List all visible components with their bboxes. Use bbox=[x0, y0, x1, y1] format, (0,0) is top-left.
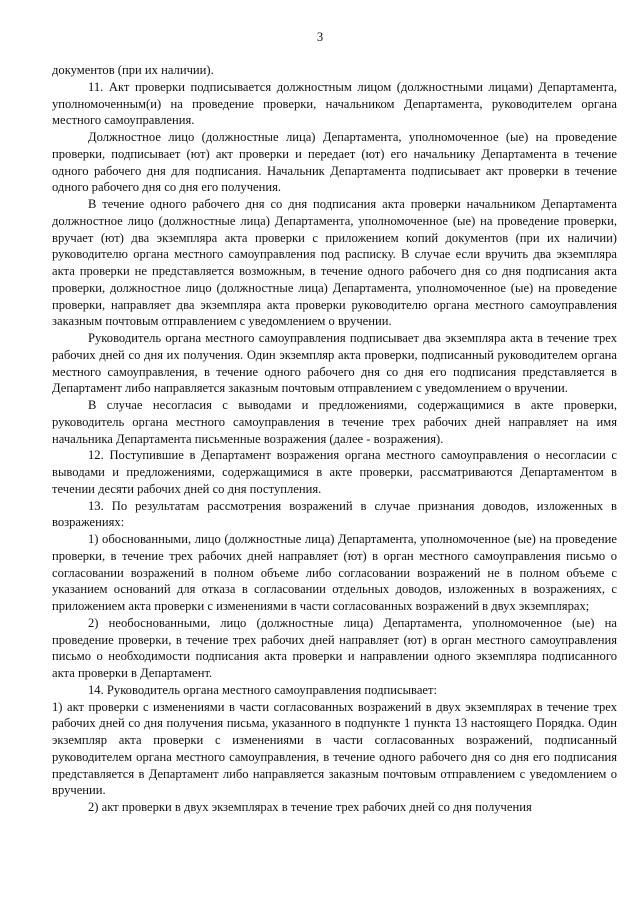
page-number: 3 bbox=[316, 30, 324, 44]
document-body bbox=[52, 62, 617, 816]
paragraph-item-13: 13. По результатам рассмотрения возражений в случае признания доводов, изложенных в возражениях: bbox=[52, 498, 617, 530]
paragraph-item-13-2: 2) необоснованными, лицо (должностные лица) Департамента, уполномоченное (ые) на проведение проверки, в течение трех рабочих дней направляет (ют) в орган местного самоуправления письмо о необходимости подписания акта проверки и направлении одного экземпляра подписанного акта проверки в Департамент. bbox=[52, 615, 617, 680]
paragraph-item-14-1: 1) акт проверки с изменениями в части согласованных возражений в двух экземплярах в течение трех рабочих дней со дня получения письма, указанного в подпункте 1 пункта 13 настоящего Порядка. Один экземпляр акта проверки с изменениями в части согласованных возражений, подписанный руководителем органа местного самоуправления, в течение одного рабочего дня со дня его подписания представляется в Департамент либо направляется заказным почтовым отправлением с уведомлением о вручении. bbox=[52, 699, 617, 798]
paragraph-item-12: 12. Поступившие в Департамент возражения органа местного самоуправления о несогласии с выводами и предложениями, содержащимися в акте проверки, рассматриваются Департаментом в течении десяти рабочих дней со дня поступления. bbox=[52, 448, 617, 496]
paragraph-continuation: документов (при их наличии). bbox=[52, 63, 214, 77]
paragraph-item-14-2: 2) акт проверки в двух экземплярах в течение трех рабочих дней со дня получения bbox=[88, 800, 532, 814]
paragraph-head-signs: Руководитель органа местного самоуправления подписывает два экземпляра акта в течение трех рабочих дней со дня их получения. Один экземпляр акта проверки, подписанный руководителем органа местного самоуправления, в течение одного рабочего дня со дня его подписания представляется в Департамент либо направляется заказным почтовым отправлением с уведомлением о вручении. bbox=[52, 331, 617, 396]
paragraph-item-11: 11. Акт проверки подписывается должностным лицом (должностными лицами) Департамента, уполномоченным(и) на проведение проверки, начальником Департамента, руководителем органа местного самоуправления. bbox=[52, 79, 617, 128]
paragraph-item-14: 14. Руководитель органа местного самоуправления подписывает: bbox=[88, 682, 437, 697]
paragraph-item-13-1: 1) обоснованными, лицо (должностные лица) Департамента, уполномоченное (ые) на проведение проверки, в течение трех рабочих дней направляет (ют) в орган местного самоуправления письмо о согласовании возражений в полном объеме либо согласовании возражений не в полном объеме с указанием оснований для отказа в согласовании отдельных доводов, изложенных в возражениях, с приложением акта проверки с изменениями в части согласованных возражений в двух экземплярах; bbox=[52, 532, 617, 613]
paragraph-signing-order: Должностное лицо (должностные лица) Департамента, уполномоченное (ые) на проведение проверки, подписывает (ют) акт проверки и передает (ют) его начальнику Департамента в течение одного рабочего дня для подписания. Начальник Департамента подписывает акт проверки в течение одного рабочего дня со дня его получения. bbox=[52, 130, 617, 195]
paragraph-delivery: В течение одного рабочего дня со дня подписания акта проверки начальником Департамента должностное лицо (должностные лица) Департамента, уполномоченное (ые) на проведение проверки, вручает (ют) два экземпляра акта проверки с приложением копий документов (при их наличии) руководителю органа местного самоуправления под расписку. В случае если вручить два экземпляра акта проверки не представляется возможным, в течение одного рабочего дня со дня подписания акта проверки, должностное лицо (должностные лица) Департамента, уполномоченное (ые) на проведение проверки, направляет два экземпляра акта проверки руководителю органа местного самоуправления заказным почтовым отправлением с уведомлением о вручении. bbox=[52, 197, 617, 329]
paragraph-disagreement: В случае несогласия с выводами и предложениями, содержащимися в акте проверки, руководитель органа местного самоуправления в течение трех рабочих дней направляет на имя начальника Департамента письменные возражения (далее - возражения). bbox=[52, 398, 617, 446]
